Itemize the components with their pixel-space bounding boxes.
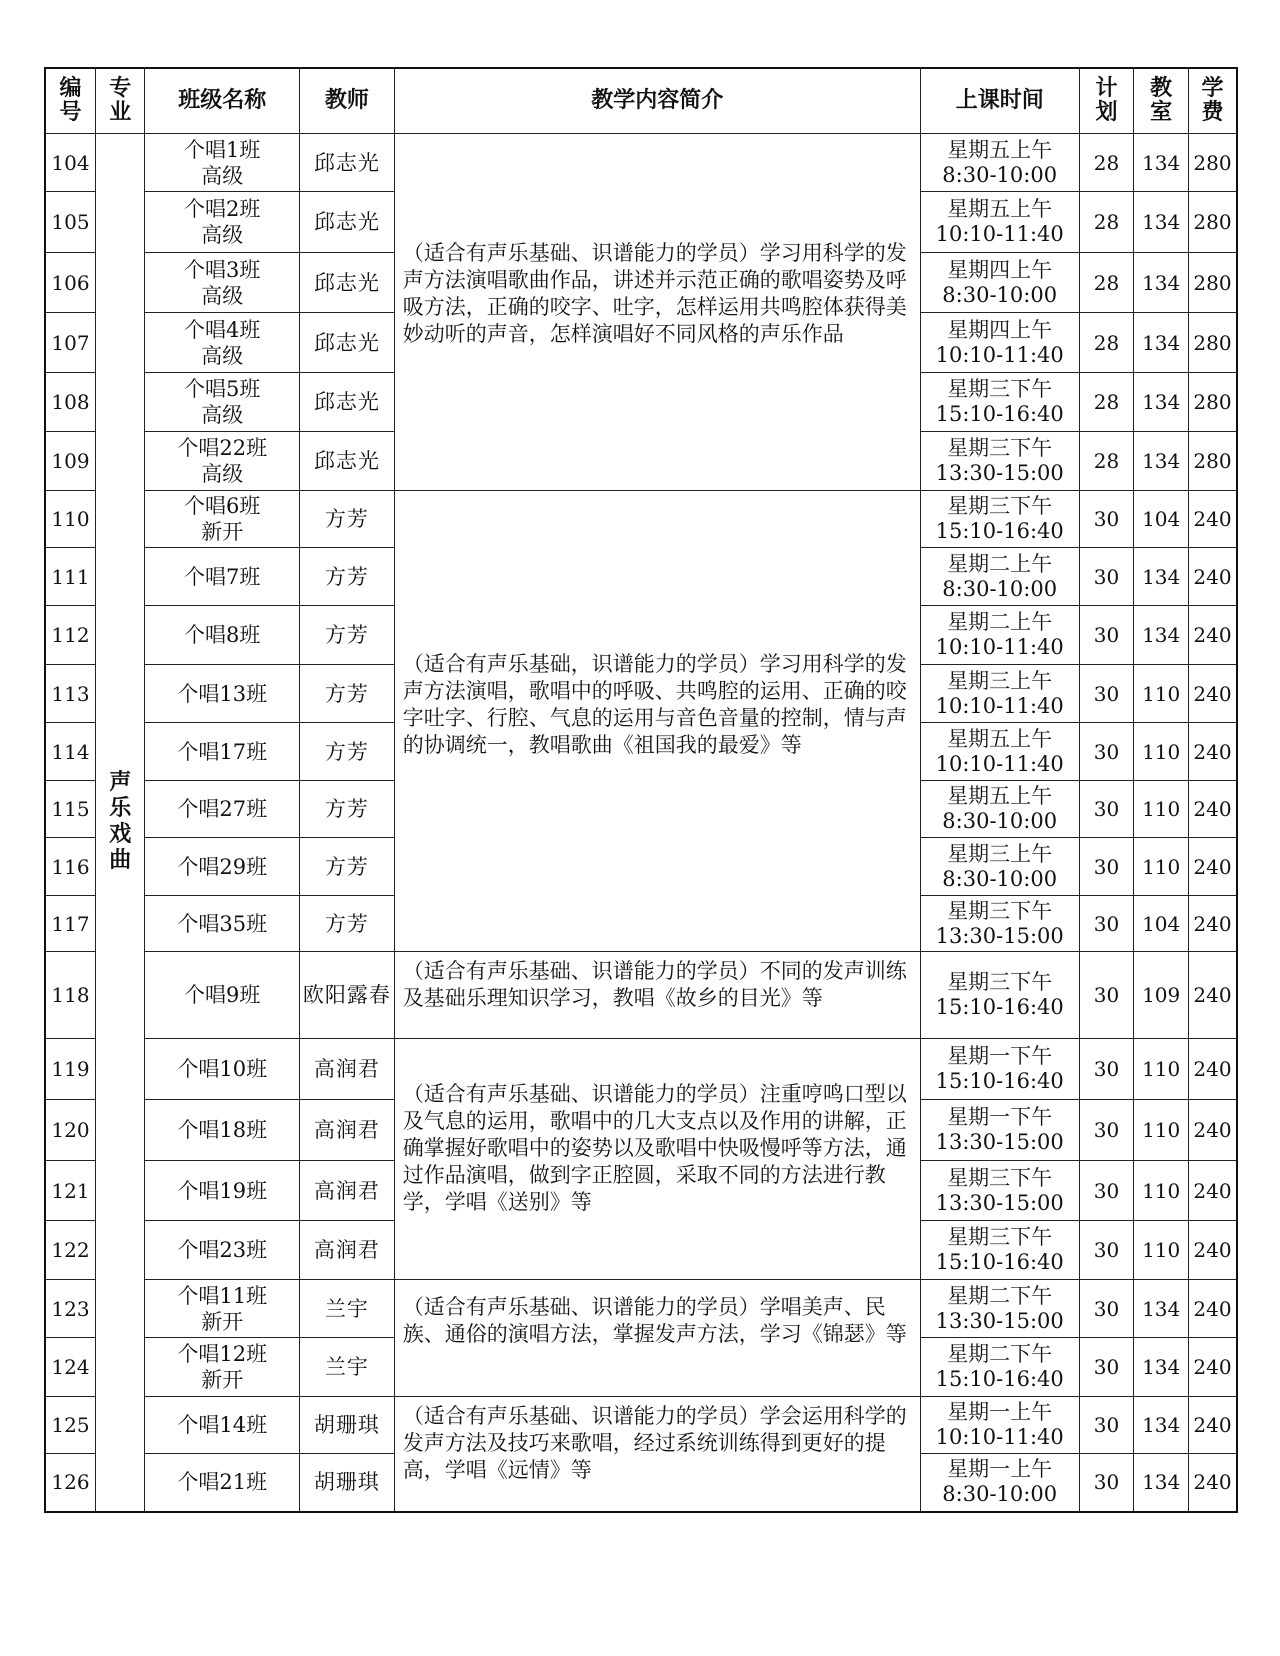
class-hours: 13:30-15:00 <box>935 1308 1064 1333</box>
class-name-main: 个唱11班 <box>177 1283 268 1308</box>
teacher-name: 高润君 <box>300 1100 395 1161</box>
content-description <box>394 491 920 952</box>
table-row <box>45 952 1237 1039</box>
class-name-main: 个唱23班 <box>177 1238 268 1262</box>
row-number: 104 <box>45 134 95 192</box>
tuition-fee: 240 <box>1189 1454 1237 1512</box>
class-name-main: 个唱19班 <box>177 1178 268 1203</box>
class-name-main: 个唱35班 <box>177 911 268 936</box>
class-hours: 8:30-10:00 <box>942 282 1058 307</box>
teacher-name: 高润君 <box>300 1039 395 1100</box>
room-number: 134 <box>1134 432 1189 491</box>
class-name <box>145 723 300 781</box>
tuition-fee: 240 <box>1189 665 1237 723</box>
header-room: 教 室 <box>1134 68 1189 134</box>
content-text: （适合有声乐基础，识谱能力的学员）学习用科学的发声方法演唱，歌唱中的呼吸、共鸣腔的运用、正确的咬字吐字、行腔、气息的运用与音色音量的控制，情与声的协调统一，教唱歌曲《祖国我的最爱》等 <box>402 652 907 757</box>
room-number: 109 <box>1134 952 1189 1039</box>
tuition-fee: 240 <box>1189 952 1237 1039</box>
content-description <box>394 134 920 491</box>
class-time <box>920 896 1079 952</box>
teacher-name: 方芳 <box>300 665 395 723</box>
content-text: （适合有声乐基础、识谱能力的学员）学习用科学的发声方法演唱歌曲作品，讲述并示范正确的歌唱姿势及呼吸方法，正确的咬字、吐字，怎样运用共鸣腔体获得美妙动听的声音，怎样演唱好不同风格的声乐作品 <box>402 241 907 346</box>
teacher-name: 高润君 <box>300 1221 395 1280</box>
class-name <box>145 1221 300 1280</box>
class-time <box>920 313 1079 373</box>
room-number: 134 <box>1134 313 1189 373</box>
teacher-name: 邱志光 <box>300 313 395 373</box>
plan-count: 30 <box>1079 1397 1134 1454</box>
plan-count: 28 <box>1079 313 1134 373</box>
class-name-main: 个唱1班 <box>184 137 261 162</box>
class-name <box>145 665 300 723</box>
tuition-fee: 280 <box>1189 313 1237 373</box>
row-number: 121 <box>45 1161 95 1221</box>
room-number: 134 <box>1134 1338 1189 1397</box>
teacher-name: 邱志光 <box>300 253 395 313</box>
class-name-main: 个唱21班 <box>177 1470 268 1495</box>
header-plan: 计 划 <box>1079 68 1134 134</box>
row-number: 116 <box>45 838 95 896</box>
room-number: 134 <box>1134 1454 1189 1512</box>
plan-count: 30 <box>1079 1221 1134 1280</box>
plan-count: 30 <box>1079 491 1134 548</box>
room-number: 110 <box>1134 1161 1189 1221</box>
plan-count: 30 <box>1079 952 1134 1039</box>
class-name <box>145 606 300 665</box>
content-text: （适合有声乐基础、识谱能力的学员）注重哼鸣口型以及气息的运用，歌唱中的几大支点以及作用的讲解，正确掌握好歌唱中的姿势以及歌唱中快吸慢呼等方法，通过作品演唱，做到字正腔圆，采取不同的方法进行教学，学唱《送别》等 <box>402 1082 907 1214</box>
row-number: 113 <box>45 665 95 723</box>
room-number: 110 <box>1134 1100 1189 1161</box>
class-hours: 15:10-16:40 <box>935 402 1064 426</box>
major-char: 曲 <box>109 848 132 874</box>
class-hours: 10:10-11:40 <box>935 342 1064 367</box>
class-day: 星期三下午 <box>947 1165 1053 1190</box>
plan-count: 30 <box>1079 723 1134 781</box>
class-level: 高级 <box>201 163 244 188</box>
class-hours: 8:30-10:00 <box>942 1482 1058 1507</box>
teacher-name: 方芳 <box>300 781 395 838</box>
tuition-fee: 240 <box>1189 781 1237 838</box>
major-char: 声 <box>109 770 132 796</box>
room-number: 134 <box>1134 134 1189 192</box>
tuition-fee: 280 <box>1189 432 1237 491</box>
class-day: 星期五上午 <box>947 784 1053 808</box>
header-major: 专 业 <box>95 68 144 134</box>
class-hours: 8:30-10:00 <box>942 576 1058 601</box>
class-time <box>920 253 1079 313</box>
room-number: 104 <box>1134 896 1189 952</box>
class-day: 星期三下午 <box>947 436 1053 460</box>
tuition-fee: 240 <box>1189 1100 1237 1161</box>
class-time <box>920 192 1079 253</box>
class-hours: 10:10-11:40 <box>935 693 1064 718</box>
class-time <box>920 1454 1079 1512</box>
header-content: 教学内容简介 <box>394 68 920 134</box>
room-number: 134 <box>1134 192 1189 253</box>
class-name <box>145 838 300 896</box>
tuition-fee: 240 <box>1189 1161 1237 1221</box>
row-number: 125 <box>45 1397 95 1454</box>
content-description <box>394 952 920 1039</box>
header-class-name: 班级名称 <box>145 68 300 134</box>
class-level: 新开 <box>201 520 244 544</box>
class-day: 星期二下午 <box>947 1283 1053 1308</box>
tuition-fee: 280 <box>1189 134 1237 192</box>
row-number: 115 <box>45 781 95 838</box>
teacher-name: 邱志光 <box>300 134 395 192</box>
row-number: 124 <box>45 1338 95 1397</box>
class-name-main: 个唱8班 <box>184 623 261 647</box>
class-name <box>145 253 300 313</box>
class-name <box>145 491 300 548</box>
room-number: 110 <box>1134 781 1189 838</box>
class-time <box>920 1221 1079 1280</box>
class-hours: 15:10-16:40 <box>935 1367 1064 1391</box>
class-day: 星期五上午 <box>947 726 1053 751</box>
teacher-name: 高润君 <box>300 1161 395 1221</box>
header-row <box>45 68 1237 134</box>
content-description <box>394 1039 920 1280</box>
class-day: 星期二上午 <box>947 610 1053 634</box>
class-time <box>920 491 1079 548</box>
room-number: 134 <box>1134 253 1189 313</box>
class-day: 星期一下午 <box>947 1044 1053 1068</box>
row-number: 106 <box>45 253 95 313</box>
teacher-name: 邱志光 <box>300 192 395 253</box>
class-day: 星期四上午 <box>947 257 1053 282</box>
header-num: 编 号 <box>45 68 95 134</box>
teacher-name: 兰宇 <box>300 1338 395 1397</box>
table-row <box>45 1280 1237 1338</box>
class-name-main: 个唱6班 <box>184 494 261 518</box>
class-time <box>920 432 1079 491</box>
class-name-main: 个唱13班 <box>177 681 268 706</box>
class-name <box>145 548 300 606</box>
room-number: 134 <box>1134 606 1189 665</box>
class-name-main: 个唱4班 <box>184 317 261 342</box>
room-number: 110 <box>1134 723 1189 781</box>
row-number: 123 <box>45 1280 95 1338</box>
class-day: 星期一下午 <box>947 1105 1053 1129</box>
plan-count: 30 <box>1079 1280 1134 1338</box>
room-number: 110 <box>1134 665 1189 723</box>
class-day: 星期三下午 <box>947 898 1053 923</box>
row-number: 118 <box>45 952 95 1039</box>
class-name <box>145 1397 300 1454</box>
major-cell <box>95 134 144 1512</box>
class-time <box>920 838 1079 896</box>
class-hours: 8:30-10:00 <box>942 809 1058 833</box>
tuition-fee: 240 <box>1189 1280 1237 1338</box>
class-name-main: 个唱22班 <box>177 436 268 460</box>
tuition-fee: 240 <box>1189 896 1237 952</box>
plan-count: 30 <box>1079 781 1134 838</box>
class-day: 星期三上午 <box>947 668 1053 693</box>
teacher-name: 兰宇 <box>300 1280 395 1338</box>
class-level: 高级 <box>201 343 244 368</box>
class-day: 星期五上午 <box>947 137 1053 162</box>
table-row <box>45 134 1237 192</box>
row-number: 109 <box>45 432 95 491</box>
class-name-main: 个唱18班 <box>177 1118 268 1142</box>
class-day: 星期三上午 <box>947 841 1053 866</box>
class-name <box>145 1161 300 1221</box>
row-number: 114 <box>45 723 95 781</box>
class-time <box>920 952 1079 1039</box>
class-time <box>920 373 1079 432</box>
class-name-main: 个唱12班 <box>177 1342 268 1366</box>
class-name <box>145 1338 300 1397</box>
table-row <box>45 1397 1237 1454</box>
class-level: 高级 <box>201 403 244 427</box>
class-name <box>145 192 300 253</box>
class-hours: 10:10-11:40 <box>935 635 1064 659</box>
class-name <box>145 1039 300 1100</box>
class-time <box>920 723 1079 781</box>
class-time <box>920 606 1079 665</box>
class-name-main: 个唱17班 <box>177 739 268 764</box>
class-day: 星期二上午 <box>947 551 1053 576</box>
class-time <box>920 1338 1079 1397</box>
plan-count: 30 <box>1079 606 1134 665</box>
class-hours: 10:10-11:40 <box>935 1425 1064 1449</box>
class-hours: 13:30-15:00 <box>935 923 1064 948</box>
room-number: 134 <box>1134 548 1189 606</box>
tuition-fee: 240 <box>1189 1338 1237 1397</box>
class-name <box>145 313 300 373</box>
room-number: 104 <box>1134 491 1189 548</box>
plan-count: 30 <box>1079 838 1134 896</box>
room-number: 134 <box>1134 1397 1189 1454</box>
room-number: 134 <box>1134 373 1189 432</box>
row-number: 117 <box>45 896 95 952</box>
teacher-name: 方芳 <box>300 491 395 548</box>
class-name-main: 个唱29班 <box>177 854 268 879</box>
row-number: 112 <box>45 606 95 665</box>
header-fee: 学 费 <box>1189 68 1237 134</box>
class-name <box>145 781 300 838</box>
tuition-fee: 280 <box>1189 373 1237 432</box>
tuition-fee: 240 <box>1189 491 1237 548</box>
class-hours: 8:30-10:00 <box>942 866 1058 891</box>
teacher-name: 邱志光 <box>300 432 395 491</box>
content-text: （适合有声乐基础、识谱能力的学员）不同的发声训练及基础乐理知识学习，教唱《故乡的目光》等 <box>402 959 907 1010</box>
class-time <box>920 1397 1079 1454</box>
header-time: 上课时间 <box>920 68 1079 134</box>
plan-count: 30 <box>1079 1100 1134 1161</box>
class-name-main: 个唱7班 <box>184 564 261 589</box>
plan-count: 30 <box>1079 1039 1134 1100</box>
class-day: 星期四上午 <box>947 317 1053 342</box>
content-text: （适合有声乐基础、识谱能力的学员）学唱美声、民族、通俗的演唱方法，掌握发声方法，学习《锦瑟》等 <box>402 1295 907 1346</box>
class-time <box>920 134 1079 192</box>
row-number: 110 <box>45 491 95 548</box>
content-description <box>394 1280 920 1397</box>
tuition-fee: 240 <box>1189 838 1237 896</box>
class-day: 星期三下午 <box>947 970 1053 994</box>
plan-count: 30 <box>1079 665 1134 723</box>
class-time <box>920 1161 1079 1221</box>
class-name-main: 个唱9班 <box>184 983 261 1007</box>
class-hours: 15:10-16:40 <box>935 1069 1064 1093</box>
class-time <box>920 548 1079 606</box>
class-name <box>145 1100 300 1161</box>
class-name <box>145 1454 300 1512</box>
content-text: （适合有声乐基础、识谱能力的学员）学会运用科学的发声方法及技巧来歌唱，经过系统训练得到更好的提高，学唱《远情》等 <box>402 1404 907 1482</box>
class-day: 星期三下午 <box>947 377 1053 401</box>
class-hours: 15:10-16:40 <box>935 519 1064 543</box>
row-number: 119 <box>45 1039 95 1100</box>
row-number: 120 <box>45 1100 95 1161</box>
teacher-name: 欧阳露春 <box>300 952 395 1039</box>
room-number: 110 <box>1134 838 1189 896</box>
class-name-main: 个唱14班 <box>177 1413 268 1437</box>
class-level: 高级 <box>201 283 244 308</box>
major-char: 戏 <box>109 822 132 848</box>
class-time <box>920 665 1079 723</box>
plan-count: 28 <box>1079 253 1134 313</box>
row-number: 126 <box>45 1454 95 1512</box>
row-number: 107 <box>45 313 95 373</box>
row-number: 122 <box>45 1221 95 1280</box>
class-day: 星期五上午 <box>947 197 1053 221</box>
class-day: 星期三下午 <box>947 1225 1053 1249</box>
class-name <box>145 134 300 192</box>
class-time <box>920 1280 1079 1338</box>
class-day: 星期一上午 <box>947 1400 1053 1424</box>
class-level: 高级 <box>201 462 244 486</box>
tuition-fee: 240 <box>1189 548 1237 606</box>
table-row <box>45 491 1237 548</box>
class-time <box>920 781 1079 838</box>
class-name <box>145 373 300 432</box>
class-name-main: 个唱2班 <box>184 197 261 221</box>
row-number: 108 <box>45 373 95 432</box>
class-day: 星期一上午 <box>947 1457 1053 1482</box>
major-char: 乐 <box>109 796 132 822</box>
plan-count: 30 <box>1079 896 1134 952</box>
class-name <box>145 1280 300 1338</box>
plan-count: 28 <box>1079 373 1134 432</box>
class-hours: 13:30-15:00 <box>935 1130 1064 1154</box>
class-level: 新开 <box>201 1309 244 1334</box>
row-number: 111 <box>45 548 95 606</box>
class-hours: 15:10-16:40 <box>935 1250 1064 1274</box>
plan-count: 30 <box>1079 1338 1134 1397</box>
plan-count: 30 <box>1079 548 1134 606</box>
class-name <box>145 896 300 952</box>
row-number: 105 <box>45 192 95 253</box>
class-hours: 10:10-11:40 <box>935 751 1064 776</box>
teacher-name: 邱志光 <box>300 373 395 432</box>
class-level: 新开 <box>201 1368 244 1392</box>
tuition-fee: 280 <box>1189 253 1237 313</box>
teacher-name: 方芳 <box>300 896 395 952</box>
class-name-main: 个唱10班 <box>177 1057 268 1081</box>
teacher-name: 方芳 <box>300 606 395 665</box>
plan-count: 28 <box>1079 432 1134 491</box>
header-teacher: 教师 <box>300 68 395 134</box>
teacher-name: 胡珊琪 <box>300 1397 395 1454</box>
class-time <box>920 1100 1079 1161</box>
room-number: 110 <box>1134 1039 1189 1100</box>
class-level: 高级 <box>201 223 244 247</box>
tuition-fee: 240 <box>1189 1397 1237 1454</box>
plan-count: 28 <box>1079 134 1134 192</box>
course-schedule-table <box>44 67 1238 1513</box>
tuition-fee: 240 <box>1189 1039 1237 1100</box>
class-day: 星期二下午 <box>947 1342 1053 1366</box>
class-name-main: 个唱3班 <box>184 257 261 282</box>
tuition-fee: 280 <box>1189 192 1237 253</box>
room-number: 110 <box>1134 1221 1189 1280</box>
table-row <box>45 1039 1237 1100</box>
content-description <box>394 1397 920 1512</box>
class-name-main: 个唱5班 <box>184 377 261 401</box>
tuition-fee: 240 <box>1189 606 1237 665</box>
class-hours: 8:30-10:00 <box>942 162 1058 187</box>
plan-count: 30 <box>1079 1161 1134 1221</box>
plan-count: 30 <box>1079 1454 1134 1512</box>
class-name <box>145 432 300 491</box>
class-time <box>920 1039 1079 1100</box>
class-day: 星期三下午 <box>947 494 1053 518</box>
class-hours: 10:10-11:40 <box>935 222 1064 246</box>
plan-count: 28 <box>1079 192 1134 253</box>
teacher-name: 方芳 <box>300 723 395 781</box>
class-hours: 15:10-16:40 <box>935 995 1064 1019</box>
room-number: 134 <box>1134 1280 1189 1338</box>
tuition-fee: 240 <box>1189 1221 1237 1280</box>
teacher-name: 胡珊琪 <box>300 1454 395 1512</box>
class-name <box>145 952 300 1039</box>
class-hours: 13:30-15:00 <box>935 461 1064 485</box>
tuition-fee: 240 <box>1189 723 1237 781</box>
teacher-name: 方芳 <box>300 838 395 896</box>
class-hours: 13:30-15:00 <box>935 1190 1064 1215</box>
teacher-name: 方芳 <box>300 548 395 606</box>
class-name-main: 个唱27班 <box>177 797 268 821</box>
